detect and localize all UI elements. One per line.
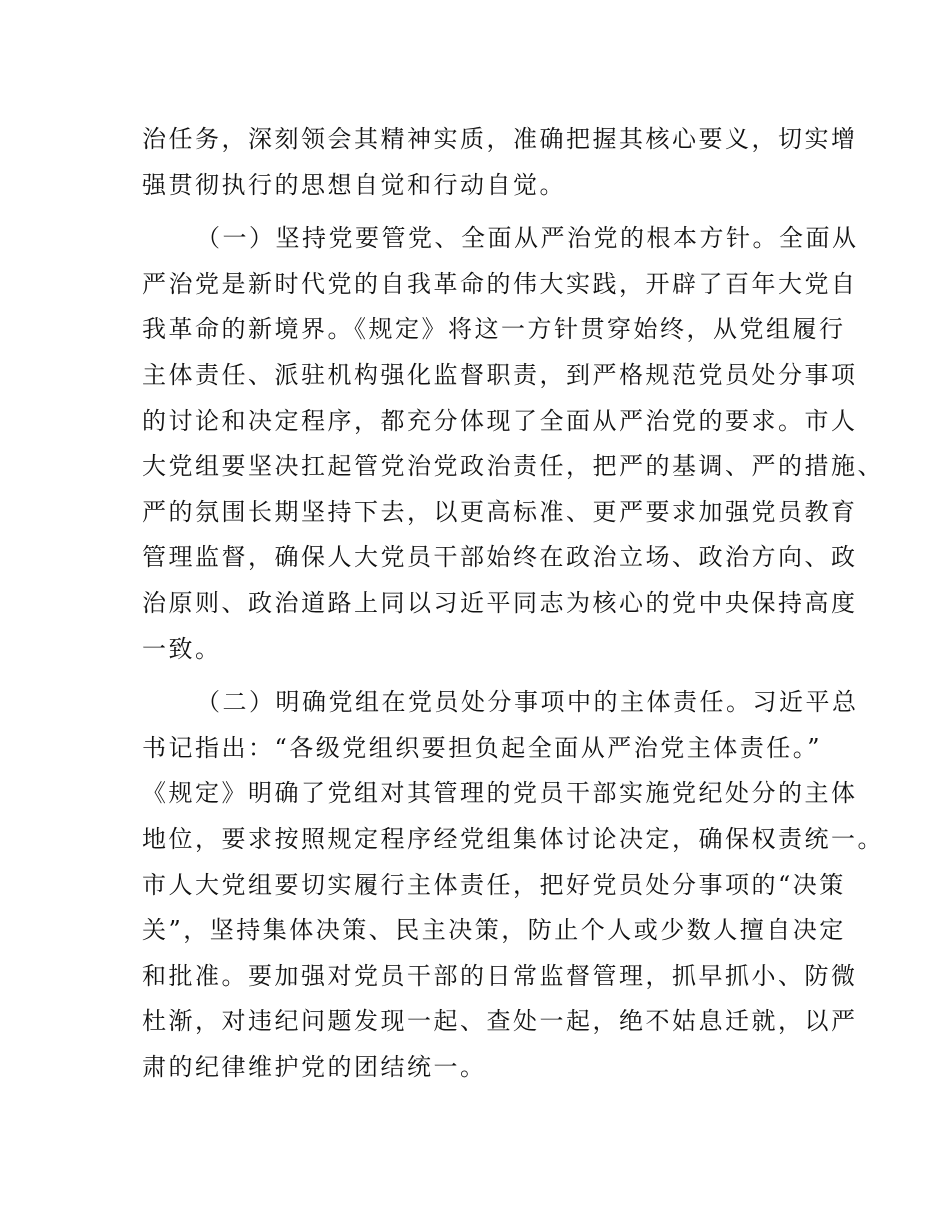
paragraph-line: 管理监督，确保人大党员干部始终在政治立场、政治方向、政 (142, 543, 858, 572)
document-body (142, 117, 884, 1090)
paragraph-line: 大党组要坚决扛起管党治党政治责任，把严的基调、严的措施、 (142, 452, 884, 481)
paragraph-line: 地位，要求按照规定程序经党组集体讨论决定，确保权责统一。 (142, 824, 884, 853)
paragraph-line: 关”，坚持集体决策、民主决策，防止个人或少数人擅自决定 (142, 916, 846, 945)
paragraph-2 (142, 216, 884, 672)
paragraph-1 (142, 117, 858, 208)
paragraph-line: 的讨论和决定程序，都充分体现了全面从严治党的要求。市人 (142, 406, 858, 435)
paragraph-line: 杜渐，对违纪问题发现一起、查处一起，绝不姑息迁就，以严 (142, 1007, 858, 1036)
paragraph-line: 主体责任、派驻机构强化监督职责，到严格规范党员处分事项 (142, 360, 858, 389)
paragraph-line: 市人大党组要切实履行主体责任，把好党员处分事项的“决策 (142, 870, 846, 899)
paragraph-line: 严治党是新时代党的自我革命的伟大实践，开辟了百年大党自 (142, 269, 858, 298)
paragraph-line: （二）明确党组在党员处分事项中的主体责任。习近平总 (196, 688, 859, 717)
paragraph-line: （一）坚持党要管党、全面从严治党的根本方针。全面从 (196, 224, 859, 253)
paragraph-line: 《规定》明确了党组对其管理的党员干部实施党纪处分的主体 (142, 779, 858, 808)
paragraph-line: 严的氛围长期坚持下去，以更高标准、更严要求加强党员教育 (142, 497, 858, 526)
paragraph-line: 一致。 (142, 634, 222, 663)
paragraph-3 (142, 680, 884, 1090)
paragraph-line: 治原则、政治道路上同以习近平同志为核心的党中央保持高度 (142, 588, 858, 617)
paragraph-line: 和批准。要加强对党员干部的日常监督管理，抓早抓小、防微 (142, 961, 858, 990)
paragraph-line: 我革命的新境界。《规定》将这一方针贯穿始终，从党组履行 (142, 315, 846, 344)
paragraph-line: 书记指出：“各级党组织要担负起全面从严治党主体责任。” (142, 733, 823, 762)
paragraph-line: 肃的纪律维护党的团结统一。 (142, 1052, 487, 1081)
paragraph-line: 治任务，深刻领会其精神实质，准确把握其核心要义，切实增 (142, 125, 858, 153)
paragraph-line: 强贯彻执行的思想自觉和行动自觉。 (142, 170, 566, 199)
